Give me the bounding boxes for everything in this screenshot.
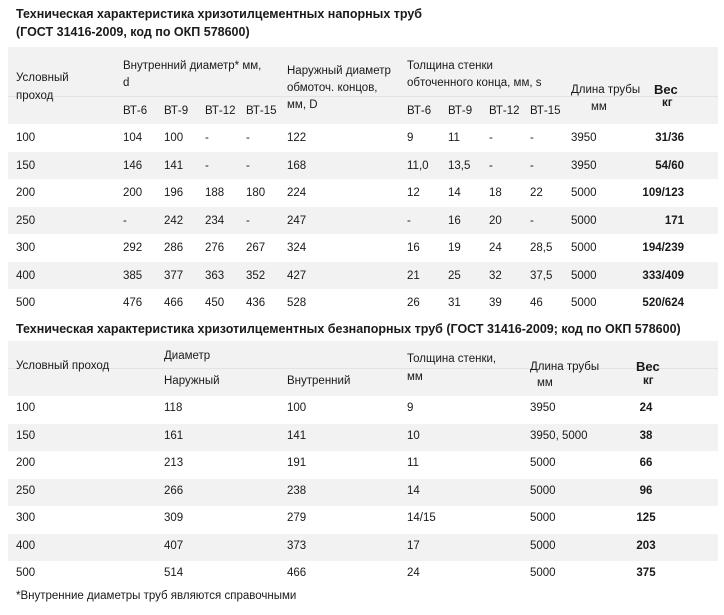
pressure-cell-inner-bt6: 385 <box>123 269 143 282</box>
pressure-cell-outer-diameter: 427 <box>287 269 307 282</box>
pressure-cell-nominal-bore: 150 <box>16 159 36 172</box>
pressure-header-wall-1: Толщина стенки <box>407 60 493 72</box>
gravity-cell-length: 5000 <box>530 539 556 552</box>
pressure-cell-outer-diameter: 168 <box>287 159 307 172</box>
pressure-cell-inner-bt6: 104 <box>123 132 143 144</box>
pressure-cell-inner-bt15: - <box>246 214 250 227</box>
pressure-cell-weight: 520/624 <box>642 297 684 309</box>
pressure-cell-inner-bt12: 234 <box>205 214 225 227</box>
pressure-cell-wall-bt12: - <box>489 159 493 172</box>
gravity-cell-wall: 24 <box>407 567 420 579</box>
pressure-cell-inner-bt6: - <box>123 214 127 227</box>
gravity-cell-length: 5000 <box>530 512 556 524</box>
pressure-cell-outer-diameter: 528 <box>287 297 307 309</box>
gravity-header-divider <box>8 368 718 369</box>
pressure-cell-wall-bt12: - <box>489 132 493 144</box>
pressure-cell-wall-bt6: 26 <box>407 297 420 309</box>
pressure-inner-class-bt9: ВТ-9 <box>164 105 189 117</box>
gravity-cell-weight: 24 <box>639 402 653 414</box>
gravity-header-length-1: Длина трубы <box>530 361 600 373</box>
gravity-cell-nominal-bore: 150 <box>16 429 36 442</box>
gravity-cell-nominal-bore: 500 <box>16 567 36 579</box>
gravity-cell-inner: 466 <box>287 567 307 579</box>
gravity-header-nominal-bore: Условный проход <box>16 360 110 372</box>
pressure-cell-inner-bt12: 188 <box>205 187 225 199</box>
pressure-cell-inner-bt15: - <box>246 159 250 172</box>
gravity-cell-outer: 266 <box>164 484 184 497</box>
gravity-row-band <box>8 534 718 562</box>
pressure-cell-length: 3950 <box>571 132 597 144</box>
pressure-cell-weight: 54/60 <box>655 159 684 172</box>
pressure-cell-wall-bt12: 32 <box>489 269 502 282</box>
pressure-cell-weight: 194/239 <box>642 242 684 254</box>
pressure-cell-length: 5000 <box>571 214 597 227</box>
pressure-cell-inner-bt15: 180 <box>246 187 266 199</box>
gravity-cell-nominal-bore: 200 <box>16 457 36 469</box>
pressure-cell-length: 5000 <box>571 297 597 309</box>
pressure-cell-wall-bt9: 19 <box>448 242 461 254</box>
pressure-table-title-line1: Техническая характеристика хризотилцементных напорных труб <box>16 7 423 21</box>
pressure-inner-class-bt6: ВТ-6 <box>123 105 148 117</box>
pressure-cell-weight: 109/123 <box>642 187 684 199</box>
pressure-wall-class-bt15: ВТ-15 <box>530 105 561 117</box>
footnote: *Внутренние диаметры труб являются справочными <box>16 590 297 602</box>
gravity-cell-length: 5000 <box>530 567 556 579</box>
gravity-cell-weight: 203 <box>636 539 656 552</box>
pressure-wall-class-bt9: ВТ-9 <box>448 105 473 117</box>
pressure-header-nominal-bore-2: проход <box>16 90 54 102</box>
pressure-cell-inner-bt9: 377 <box>164 269 184 282</box>
pressure-cell-wall-bt6: - <box>407 214 411 227</box>
gravity-cell-weight: 375 <box>636 567 656 579</box>
pressure-cell-wall-bt9: 16 <box>448 214 461 227</box>
gravity-cell-weight: 66 <box>639 457 653 469</box>
pressure-cell-inner-bt12: - <box>205 159 209 172</box>
gravity-row-band <box>8 424 718 452</box>
pressure-cell-wall-bt12: 39 <box>489 297 502 309</box>
gravity-header-outer: Наружный <box>164 375 220 387</box>
pressure-cell-wall-bt6: 12 <box>407 187 420 199</box>
pressure-cell-nominal-bore: 250 <box>16 214 36 227</box>
pressure-cell-wall-bt9: 13,5 <box>448 159 471 172</box>
gravity-cell-wall: 11 <box>407 457 419 469</box>
pressure-cell-inner-bt6: 476 <box>123 297 143 309</box>
pressure-inner-class-bt12: ВТ-12 <box>205 105 236 117</box>
gravity-cell-nominal-bore: 100 <box>16 402 36 414</box>
gravity-cell-inner: 279 <box>287 512 307 524</box>
gravity-header-weight-2: кг <box>643 375 654 387</box>
pressure-cell-inner-bt12: 363 <box>205 269 225 282</box>
pressure-cell-wall-bt12: 24 <box>489 242 502 254</box>
gravity-cell-nominal-bore: 300 <box>16 512 36 524</box>
pressure-cell-inner-bt15: 436 <box>246 297 266 309</box>
pressure-cell-wall-bt15: 28,5 <box>530 242 553 254</box>
pressure-header-inner-diameter-2: d <box>123 77 130 89</box>
pressure-cell-inner-bt12: 276 <box>205 242 225 254</box>
pressure-cell-wall-bt9: 14 <box>448 187 461 199</box>
pressure-header-weight-1: Вес <box>654 82 678 97</box>
pressure-header-length-1: Длина трубы <box>571 84 641 96</box>
gravity-cell-length: 3950, 5000 <box>530 429 588 442</box>
pressure-cell-wall-bt6: 21 <box>407 269 420 282</box>
gravity-cell-outer: 407 <box>164 539 184 552</box>
pressure-cell-inner-bt12: 450 <box>205 297 225 309</box>
pressure-header-inner-diameter-1: Внутренний диаметр* мм, <box>123 60 262 72</box>
pressure-cell-wall-bt9: 11 <box>448 132 460 144</box>
pressure-cell-inner-bt9: 196 <box>164 187 184 199</box>
pressure-cell-inner-bt15: 267 <box>246 242 266 254</box>
gravity-cell-nominal-bore: 400 <box>16 539 36 552</box>
pressure-cell-wall-bt15: - <box>530 132 534 144</box>
pressure-wall-class-bt6: ВТ-6 <box>407 105 432 117</box>
pressure-cell-inner-bt15: - <box>246 132 250 144</box>
gravity-cell-wall: 14/15 <box>407 512 436 524</box>
pressure-header-nominal-bore-1: Условный <box>16 72 69 84</box>
gravity-cell-wall: 17 <box>407 539 420 552</box>
pressure-cell-length: 5000 <box>571 187 597 199</box>
pressure-wall-class-bt12: ВТ-12 <box>489 105 520 117</box>
pressure-cell-inner-bt15: 352 <box>246 269 266 282</box>
gravity-header-length-2: мм <box>537 377 553 389</box>
pressure-cell-inner-bt9: 286 <box>164 242 184 254</box>
pressure-cell-wall-bt15: - <box>530 159 534 172</box>
pressure-cell-length: 5000 <box>571 242 597 254</box>
pressure-header-divider <box>8 96 718 97</box>
pressure-cell-wall-bt12: 18 <box>489 187 502 199</box>
pressure-cell-inner-bt6: 146 <box>123 159 143 172</box>
gravity-cell-length: 3950 <box>530 402 556 414</box>
pressure-cell-length: 3950 <box>571 159 597 172</box>
gravity-cell-outer: 213 <box>164 457 184 469</box>
pressure-cell-inner-bt9: 466 <box>164 297 184 309</box>
gravity-cell-inner: 141 <box>287 429 307 442</box>
pressure-header-outer-diameter-2: обмоточ. концов, <box>287 82 378 94</box>
gravity-header-diameter: Диаметр <box>164 350 211 362</box>
pressure-cell-length: 5000 <box>571 269 597 282</box>
pressure-header-length-2: мм <box>591 101 607 113</box>
gravity-cell-inner: 373 <box>287 539 307 552</box>
gravity-cell-inner: 238 <box>287 484 307 497</box>
pressure-cell-nominal-bore: 200 <box>16 187 36 199</box>
gravity-header-weight-1: Вес <box>636 359 660 374</box>
pressure-cell-inner-bt6: 292 <box>123 242 143 254</box>
pressure-cell-wall-bt9: 31 <box>448 297 461 309</box>
pressure-cell-nominal-bore: 500 <box>16 297 36 309</box>
gravity-cell-outer: 118 <box>164 402 183 414</box>
pressure-cell-inner-bt12: - <box>205 132 209 144</box>
pressure-cell-outer-diameter: 324 <box>287 242 307 254</box>
pressure-cell-inner-bt9: 141 <box>164 159 184 172</box>
gravity-row-band <box>8 479 718 507</box>
pressure-header-weight-2: кг <box>662 97 673 109</box>
pressure-cell-wall-bt15: - <box>530 214 534 227</box>
pressure-cell-inner-bt9: 242 <box>164 214 184 227</box>
gravity-cell-outer: 161 <box>164 429 184 442</box>
pressure-header-outer-diameter-3: мм, D <box>287 99 318 111</box>
pressure-cell-wall-bt15: 46 <box>530 297 543 309</box>
gravity-cell-inner: 191 <box>287 457 307 469</box>
pressure-cell-wall-bt6: 11,0 <box>407 159 429 172</box>
gravity-table-title: Техническая характеристика хризотилцементных безнапорных труб (ГОСТ 31416-2009; код по ОКП 578600) <box>16 322 681 336</box>
pressure-cell-nominal-bore: 300 <box>16 242 36 254</box>
pressure-cell-nominal-bore: 100 <box>16 132 36 144</box>
pressure-cell-wall-bt9: 25 <box>448 269 461 282</box>
pressure-cell-weight: 171 <box>664 214 684 227</box>
pressure-cell-wall-bt15: 37,5 <box>530 269 553 282</box>
pressure-cell-wall-bt6: 16 <box>407 242 420 254</box>
pressure-cell-weight: 31/36 <box>655 132 684 144</box>
pressure-cell-outer-diameter: 122 <box>287 132 307 144</box>
pressure-cell-outer-diameter: 224 <box>287 187 307 199</box>
pressure-header-outer-diameter-1: Наружный диаметр <box>287 65 391 77</box>
gravity-cell-wall: 10 <box>407 429 420 442</box>
pressure-cell-wall-bt12: 20 <box>489 214 502 227</box>
pressure-header-wall-2: обточенного конца, мм, s <box>407 77 542 89</box>
pressure-cell-nominal-bore: 400 <box>16 269 36 282</box>
gravity-cell-wall: 9 <box>407 402 414 414</box>
gravity-cell-wall: 14 <box>407 484 420 497</box>
gravity-header-wall-2: мм <box>407 371 423 383</box>
gravity-cell-weight: 125 <box>636 512 656 524</box>
gravity-cell-length: 5000 <box>530 457 556 469</box>
pressure-cell-outer-diameter: 247 <box>287 214 307 227</box>
gravity-header-wall-1: Толщина стенки, <box>407 353 497 365</box>
gravity-cell-outer: 514 <box>164 567 184 579</box>
gravity-header-inner: Внутренний <box>287 375 351 387</box>
gravity-cell-length: 5000 <box>530 484 556 497</box>
pressure-inner-class-bt15: ВТ-15 <box>246 105 277 117</box>
pressure-cell-wall-bt6: 9 <box>407 132 414 144</box>
gravity-cell-weight: 96 <box>639 484 653 497</box>
gravity-cell-outer: 309 <box>164 512 184 524</box>
gravity-cell-weight: 38 <box>639 429 653 442</box>
pressure-cell-inner-bt9: 100 <box>164 132 184 144</box>
pressure-cell-weight: 333/409 <box>642 269 684 282</box>
pressure-cell-wall-bt15: 22 <box>530 187 543 199</box>
gravity-cell-nominal-bore: 250 <box>16 484 36 497</box>
pressure-cell-inner-bt6: 200 <box>123 187 143 199</box>
gravity-cell-inner: 100 <box>287 402 307 414</box>
pressure-table-title-line2: (ГОСТ 31416-2009, код по ОКП 578600) <box>16 25 250 39</box>
